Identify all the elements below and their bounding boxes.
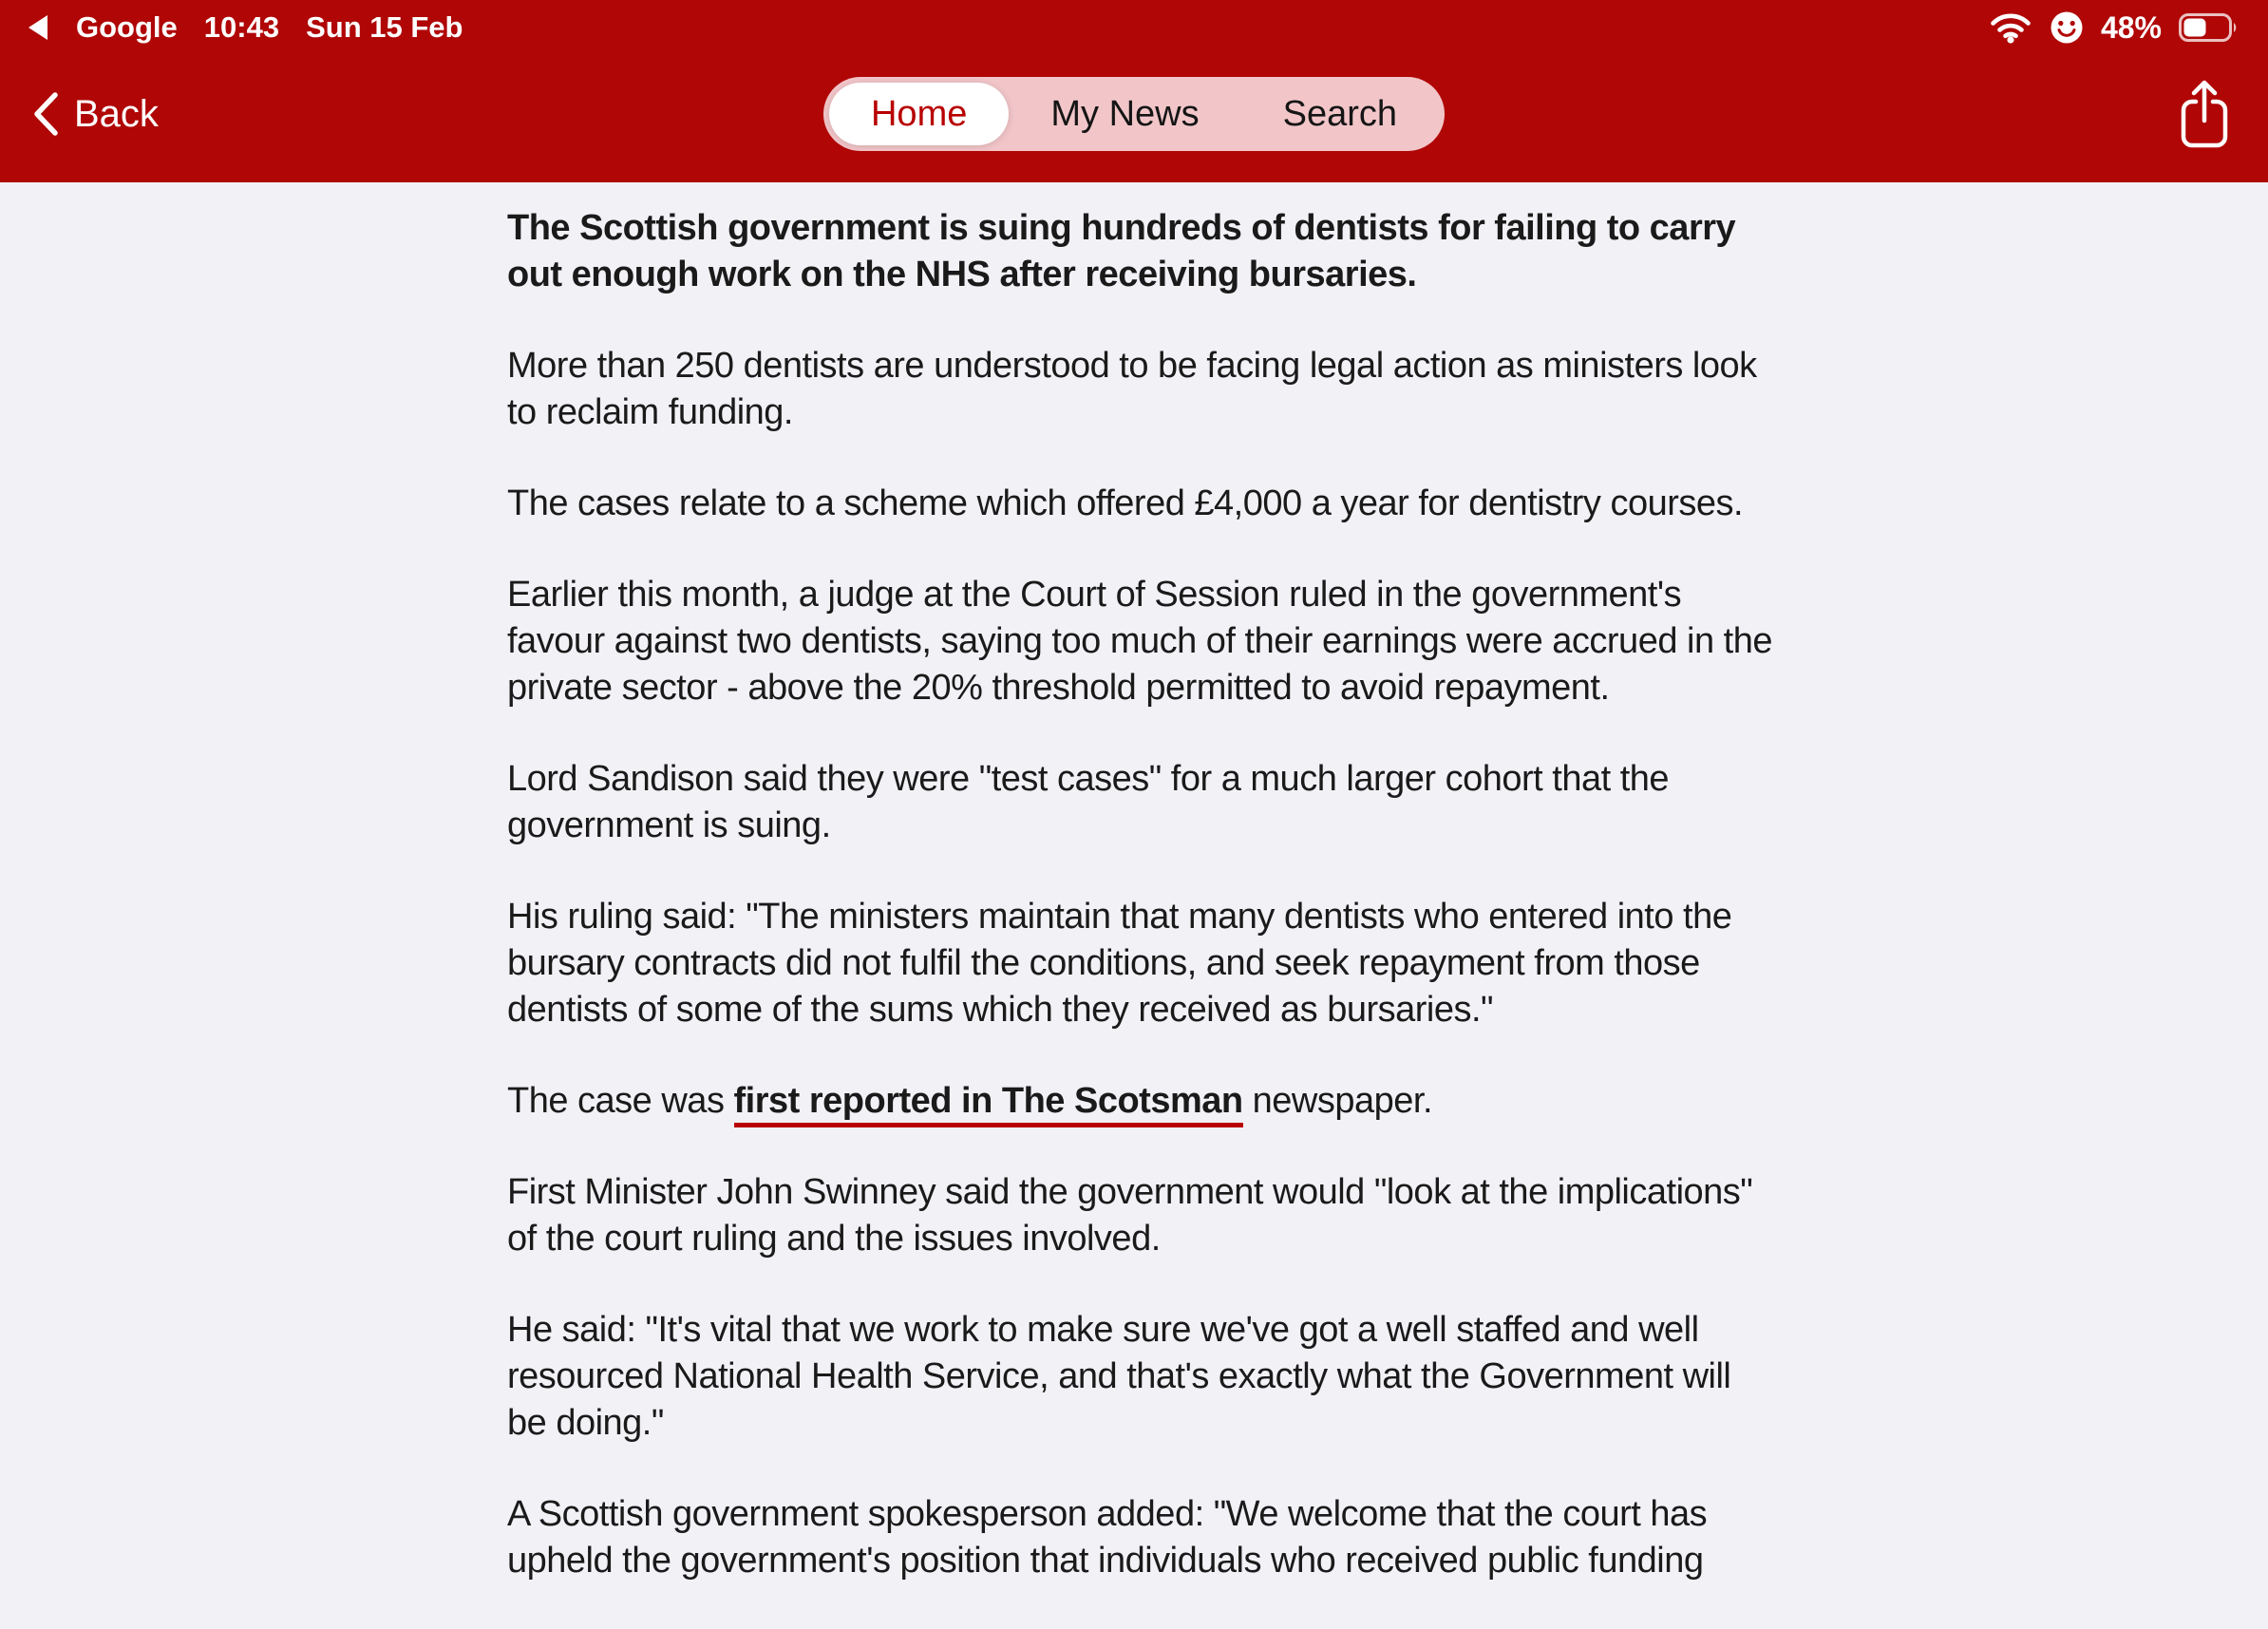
back-to-app-label[interactable]: Google: [76, 10, 178, 44]
inline-article-link[interactable]: first reported in The Scotsman: [734, 1081, 1243, 1127]
article-paragraph: Lord Sandison said they were "test cases" for a much larger cohort that the government is suing.: [507, 759, 1670, 845]
status-bar: [0, 0, 2268, 46]
face-icon: [2050, 10, 2084, 45]
app-header: [0, 0, 2268, 182]
status-bar-left: [27, 10, 463, 45]
share-button[interactable]: [2177, 79, 2232, 149]
article-body: [507, 182, 1776, 1629]
tab-home[interactable]: Home: [829, 83, 1009, 145]
article-paragraph: More than 250 dentists are understood to be facing legal action as ministers look to reclaim funding.: [507, 346, 1757, 432]
article-paragraph: The case was first reported in The Scotsman newspaper.: [507, 1078, 1776, 1125]
article-paragraph: His ruling said: "The ministers maintain that many dentists who entered into the bursary contracts did not fulfil the conditions, and seek repayment from those dentists of some of the sums which they received as bursaries.": [507, 897, 1732, 1030]
chevron-left-icon: [32, 91, 59, 137]
article-paragraph: Earlier this month, a judge at the Court of Session ruled in the government's favour against two dentists, saying too much of their earnings were accrued in the private sector - above the 20% threshold permitted to avoid repayment.: [507, 575, 1772, 708]
back-button-label: Back: [74, 92, 159, 135]
article-paragraph: The cases relate to a scheme which offered £4,000 a year for dentistry courses.: [507, 483, 1744, 523]
article-paragraph: First Minister John Swinney said the government would "look at the implications" of the court ruling and the issues involved.: [507, 1172, 1753, 1259]
status-date: Sun 15 Feb: [306, 10, 463, 44]
status-time: 10:43: [203, 10, 280, 44]
wifi-icon: [1989, 11, 2032, 44]
share-icon: [2177, 79, 2232, 149]
navigation-bar: [0, 46, 2268, 182]
battery-percent: 48%: [2100, 9, 2162, 45]
back-button[interactable]: [27, 90, 164, 138]
battery-icon: [2179, 13, 2238, 42]
article-paragraph: He said: "It's vital that we work to make sure we've got a well staffed and well resourced National Health Service, and that's exactly what the Government will be doing.": [507, 1310, 1731, 1443]
back-to-app-triangle-icon[interactable]: [27, 14, 49, 41]
article-paragraph: A Scottish government spokesperson added: "We welcome that the court has upheld the government's position that individuals who received public funding: [507, 1494, 1708, 1581]
tab-my-news[interactable]: My News: [1009, 83, 1240, 145]
status-bar-right: [1989, 10, 2238, 46]
tab-search[interactable]: Search: [1241, 83, 1439, 145]
segmented-control: [823, 77, 1445, 151]
article-paragraph: The Scottish government is suing hundreds of dentists for failing to carry out enough work on the NHS after receiving bursaries.: [507, 208, 1736, 294]
